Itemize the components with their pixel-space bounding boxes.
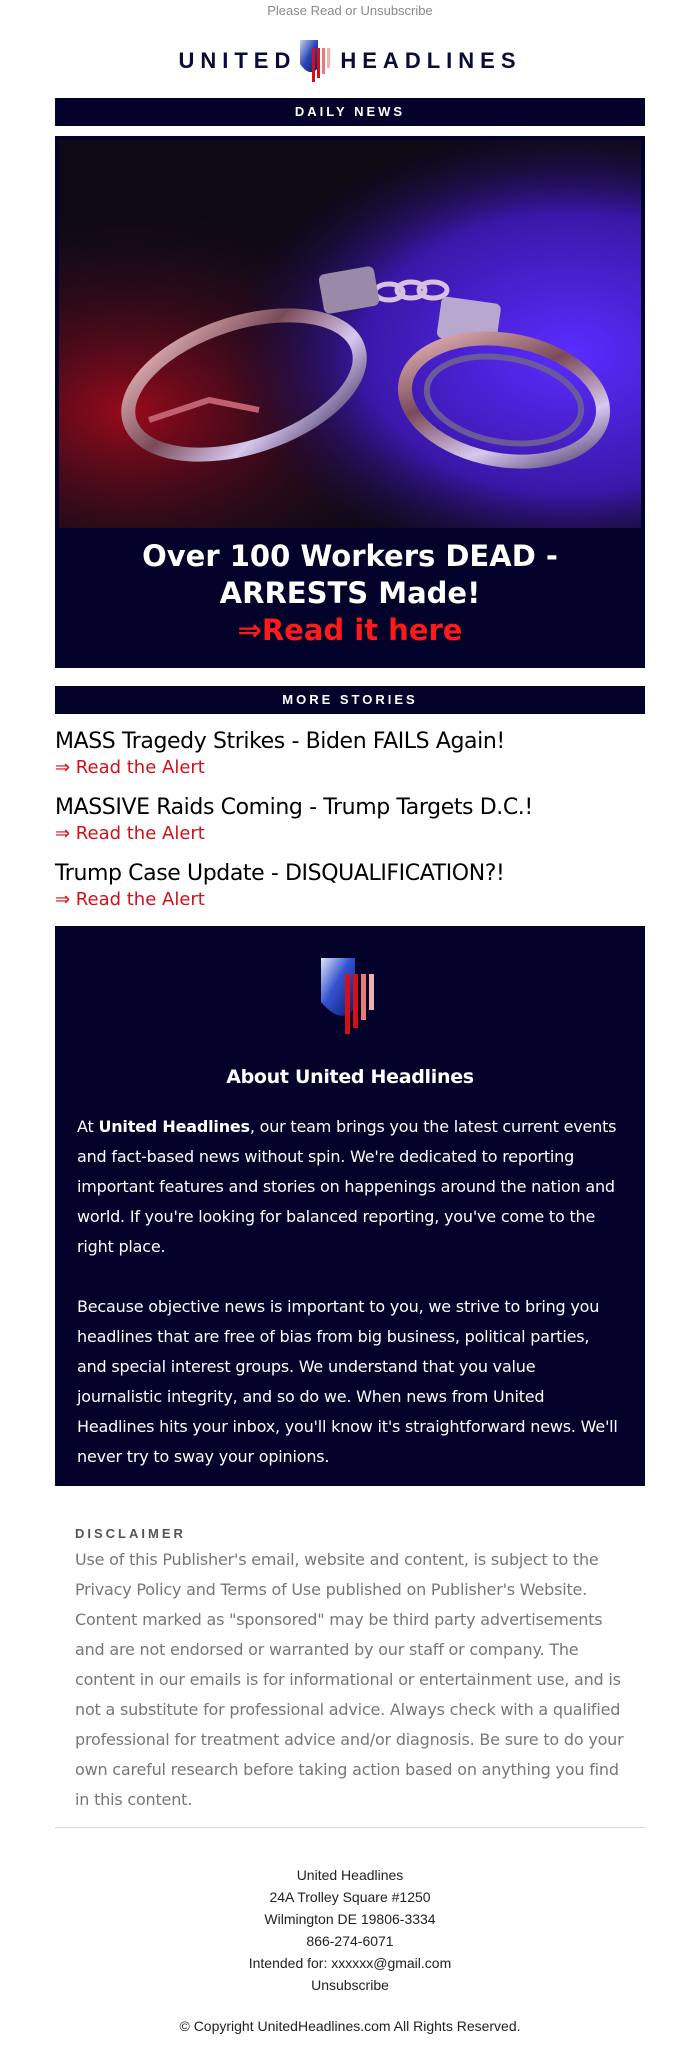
daily-news-bar: DAILY NEWS (55, 98, 645, 126)
unsubscribe-link[interactable]: Unsubscribe (311, 1977, 389, 1993)
brand-logo[interactable] (0, 35, 700, 87)
story-read-link[interactable]: ⇒ Read the Alert (55, 757, 205, 778)
shield-logo-icon (298, 38, 332, 84)
footer-address-1: 24A Trolley Square #1250 (269, 1889, 431, 1905)
handcuffs-photo-icon[interactable] (59, 140, 641, 528)
more-stories-bar: MORE STORIES (55, 686, 645, 714)
copyright: © Copyright UnitedHeadlines.com All Rights Reserved. (179, 2018, 521, 2034)
logo-word-left: UNITED (178, 48, 297, 73)
footer-address-2: Wilmington DE 19806-3334 (264, 1911, 436, 1927)
hero-headline[interactable]: Over 100 Workers DEAD - ARRESTS Made! (142, 539, 558, 610)
footer-intended: Intended for: xxxxxx@gmail.com (248, 1955, 452, 1971)
story-read-link[interactable]: ⇒ Read the Alert (55, 823, 205, 844)
story-item (55, 860, 645, 912)
disclaimer-body: Use of this Publisher's email, website and content, is subject to the Privacy Policy and Terms of Use published on Publisher's Website. Content marked as "sponsored" may be third party advertisements and are not endorsed or warranted by our staff or company. The content in our emails is for informational or entertainment use, and is not a substitute for professional advice. Always check with a qualified professional for treatment advice and/or diagnosis. Be sure to do your own careful research before taking action based on anything you find in this content. (75, 1550, 624, 1809)
hero-read-link[interactable] (55, 612, 645, 648)
about-paragraph-1 (77, 1112, 623, 1262)
about-section (55, 926, 645, 1486)
divider (55, 1827, 645, 1828)
story-read-link[interactable]: ⇒ Read the Alert (55, 889, 205, 910)
story-list (55, 728, 645, 912)
hero-read-anchor[interactable]: ⇒Read it here (237, 613, 463, 647)
story-title[interactable]: MASS Tragedy Strikes - Biden FAILS Again! (55, 729, 505, 754)
story-title[interactable]: MASSIVE Raids Coming - Trump Targets D.C.! (55, 795, 533, 820)
footer (0, 1864, 700, 1996)
about-p1-prefix: At (77, 1117, 99, 1136)
logo-word-right: HEADLINES (340, 48, 522, 73)
footer-company: United Headlines (296, 1867, 404, 1883)
disclaimer-heading: DISCLAIMER (75, 1526, 186, 1541)
footer-phone: 866-274-6071 (306, 1933, 394, 1949)
story-item (55, 794, 645, 846)
about-p1-rest: , our team brings you the latest current events and fact-based news without spin. We're dedicated to reporting important features and stories on happenings around the nation and world. If you're looking for balanced reporting, you've come to the right place. (77, 1117, 617, 1256)
hero-block[interactable] (55, 136, 645, 668)
preheader-link[interactable]: Please Read or Unsubscribe (267, 3, 433, 18)
about-paragraph-2: Because objective news is important to you, we strive to bring you headlines that are free of bias from big business, political parties, and special interest groups. We understand that you value journalistic integrity, and so do we. When news from United Headlines hits your inbox, you'll know it's straightforward news. We'll never try to sway your opinions. (77, 1297, 618, 1466)
story-title[interactable]: Trump Case Update - DISQUALIFICATION?! (55, 861, 505, 886)
shield-logo-icon (319, 956, 381, 1038)
about-title: About United Headlines (226, 1066, 474, 1088)
preheader (0, 0, 700, 21)
about-p1-brand: United Headlines (98, 1117, 250, 1136)
disclaimer (75, 1526, 625, 1815)
story-item (55, 728, 645, 780)
